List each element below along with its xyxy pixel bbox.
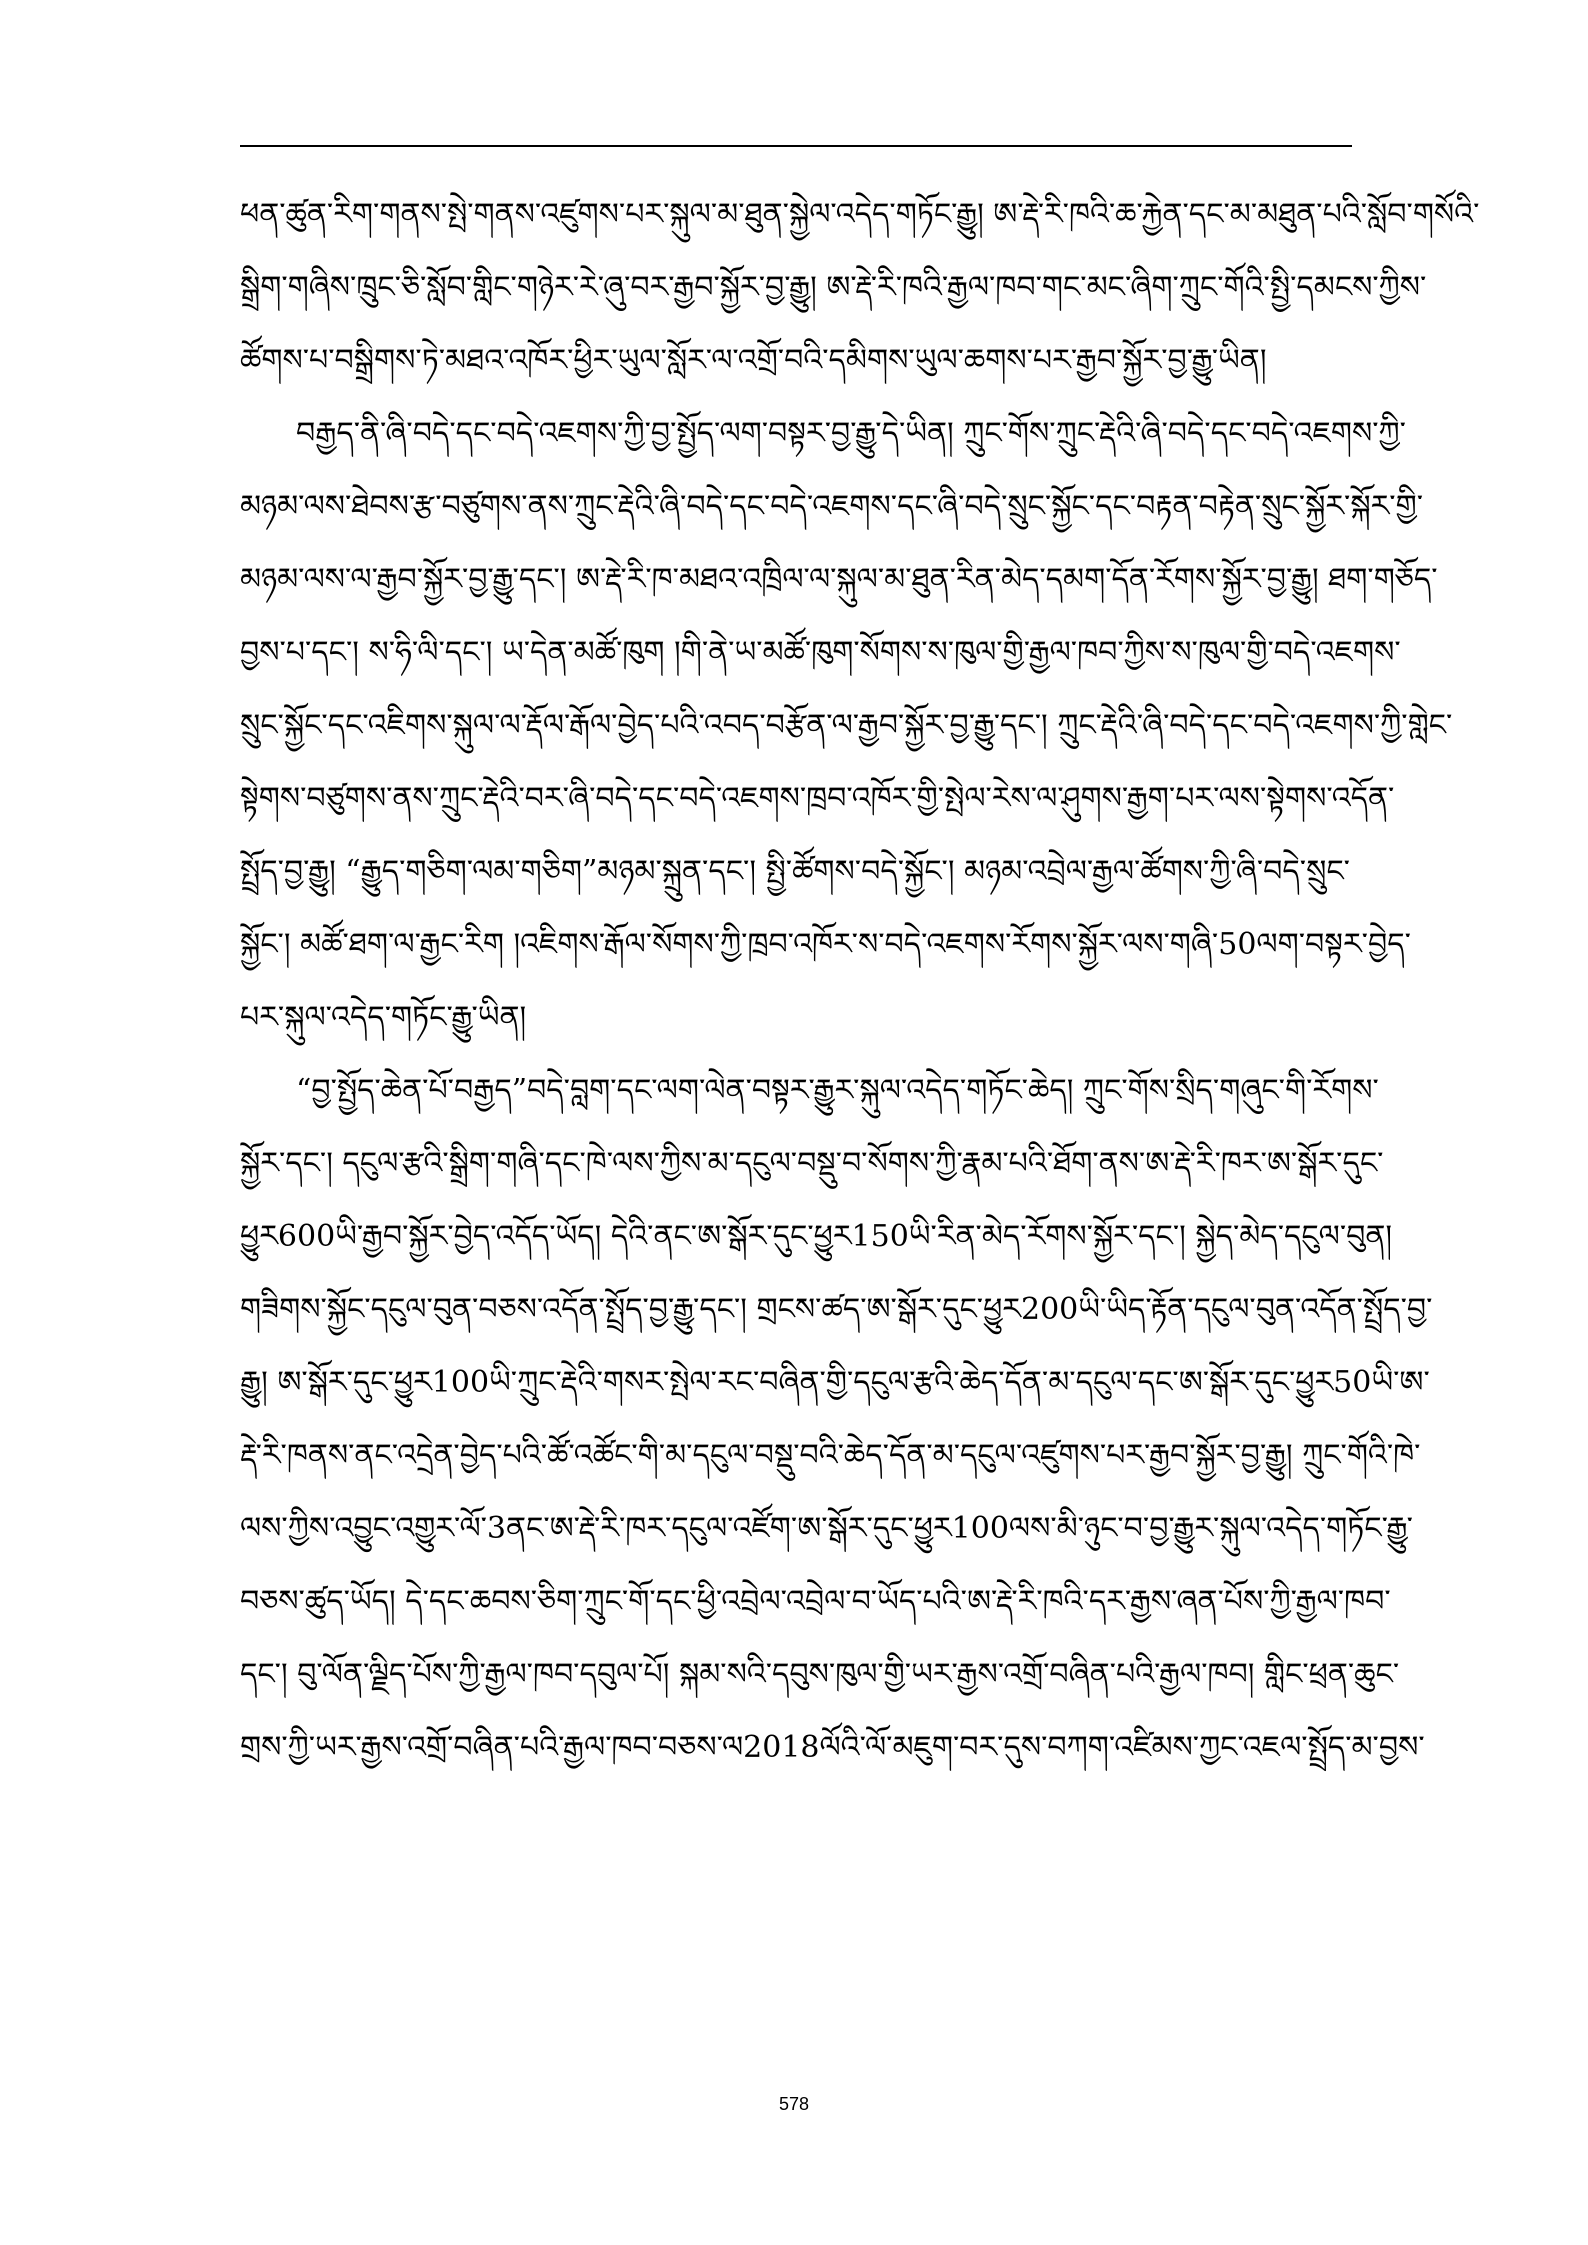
text-line: སྤྲོད་བྱ་རྒྱུ། “རྒྱུད་གཅིག་ལམ་གཅིག”མཉམ་སྐྲུན་དང་། སྤྱི་ཚོགས་བདེ་སྐྱོང་། མཉམ་འབྲེལ་རྒྱལ་ཚོགས་ཀྱི་ཞི་བདེ་སྲུང་ bbox=[240, 854, 1350, 889]
text-line: མཉམ་ལས་ཐེབས་རྩ་བཙུགས་ནས་ཀྲུང་རྡེའི་ཞི་བདེ་དང་བདེ་འཇགས་དང་ཞི་བདེ་སྲུང་སྐྱོང་དང་བརྟན་བརྟེན་སྲུང་སྐྱོར་སྐོར་གྱི་ bbox=[240, 489, 1423, 524]
text-line: དང་། བུ་ལོན་ལྗིད་པོས་ཀྱི་རྒྱལ་ཁབ་དབུལ་པོ། སྐམ་སའི་དབུས་ཁུལ་གྱི་ཡར་རྒྱས་འགྲོ་བཞིན་པའི་རྒྱལ་ཁབ། གླིང་ཕྲན་ཆུང་ bbox=[240, 1657, 1400, 1692]
text-line: སྟེགས་བཙུགས་ནས་ཀྲུང་རྡེའི་བར་ཞི་བདེ་དང་བདེ་འཇགས་ཁྲབ་འཁོར་གྱི་སྤེལ་རེས་ལ་ཤུགས་རྒྱག་པར་ལས་སྟེགས་འདོན་ bbox=[240, 781, 1395, 816]
paragraph-start-line: “བྱ་སྤྱོད་ཆེན་པོ་བརྒྱད”བདེ་བླག་དང་ལག་ལེན་བསྟར་རྒྱུར་སྐུལ་འདེད་གཏོང་ཆེད། ཀྲུང་གོས་སྲིད་གཞུང་གི་རོགས་ bbox=[296, 1073, 1379, 1108]
text-line: ཕན་ཚུན་རིག་གནས་སྤེ་གནས་འཛུགས་པར་སྐུལ་མ་ཐུན་སྐྱེལ་འདེད་གཏོང་རྒྱུ། ཨ་རྡེ་རི་ཁའི་ཆ་རྐྱེན་དང་མ་མཐུན་པའི་སློབ་གསོའི་ bbox=[240, 197, 1480, 232]
text-line: གཟིགས་སྐྱོང་དངུལ་བུན་བཅས་འདོན་སྤྲོད་བྱ་རྒྱུ་དང་། གྲངས་ཚད་ཨ་སྒོར་དུང་ཕྱུར200ཡི་ཡིད་རྟོན་དངུལ་བུན་འདོན་སྤྲོད་བྱ་ bbox=[240, 1292, 1433, 1327]
text-line: ཕྱུར600ཡི་རྒྱབ་སྐྱོར་བྱེད་འདོད་ཡོད། དེའི་ནང་ཨ་སྒོར་དུང་ཕྱུར150ཡི་རིན་མེད་རོགས་སྐྱོར་དང་། སྐྱེད་མེད་དངུལ་བུན། bbox=[240, 1219, 1393, 1254]
text-line: ཚོགས་པ་བསྒྲིགས་ཏེ་མཐའ་འཁོར་ཕྱིར་ཡུལ་སློར་ལ་འགྲོ་བའི་དམིགས་ཡུལ་ཆགས་པར་རྒྱབ་སྐྱོར་བྱ་རྒྱུ་ཡིན། bbox=[240, 343, 1267, 378]
text-line: སྲུང་སྐྱོང་དང་འཇིགས་སྐུལ་ལ་རྡོལ་རྒོལ་བྱེད་པའི་འབད་བརྩོན་ལ་རྒྱབ་སྐྱོར་བྱ་རྒྱུ་དང་། ཀྲུང་རྡེའི་ཞི་བདེ་དང་བདེ་འཇགས་ཀྱི་གླེང་ bbox=[240, 708, 1453, 743]
text-line: རྡེ་རི་ཁནས་ནང་འདྲེན་བྱེད་པའི་ཚོ་འཚོང་གི་མ་དངུལ་བསྡུ་བའི་ཆེད་དོན་མ་དངུལ་འཛུགས་པར་རྒྱབ་སྐྱོར་བྱ་རྒྱུ། ཀྲུང་གོའི་ཁེ་ bbox=[240, 1438, 1421, 1473]
text-line: པར་སྐུལ་འདེད་གཏོང་རྒྱུ་ཡིན། bbox=[240, 1000, 527, 1035]
text-line: བཅས་ཚུད་ཡོད། དེ་དང་ཆབས་ཅིག་ཀྲུང་གོ་དང་ཕྱི་འབྲེལ་འབྲེལ་བ་ཡོད་པའི་ཨ་རྡེ་རི་ཁའི་དར་རྒྱས་ཞན་པོས་ཀྱི་རྒྱལ་ཁབ་ bbox=[240, 1584, 1391, 1619]
document-body bbox=[240, 178, 1480, 1784]
text-line: གྲས་ཀྱི་ཡར་རྒྱས་འགྲོ་བཞིན་པའི་རྒྱལ་ཁབ་བཅས་ལ2018ལོའི་ལོ་མཇུག་བར་དུས་བཀག་འཛིམས་ཀྱང་འཇལ་སྤྲོད་མ་བྱས་ bbox=[240, 1730, 1425, 1765]
text-line: བྱས་པ་དང་། ས་ཧི་ལི་དང་། ཡ་དེན་མཚོ་ཁུག །གི་ནེ་ཡ་མཚོ་ཁུག་སོགས་ས་ཁུལ་གྱི་རྒྱལ་ཁབ་ཀྱིས་ས་ཁུལ་གྱི་བདེ་འཇགས་ bbox=[240, 635, 1401, 670]
page-number: 578 bbox=[778, 2094, 810, 2114]
text-line: སྐྱོར་དང་། དངུལ་རྩའི་སྒྲིག་གཞི་དང་ཁེ་ལས་ཀྱིས་མ་དངུལ་བསྡུ་བ་སོགས་ཀྱི་རྣམ་པའི་ཐོག་ནས་ཨ་རྡེ་རི་ཁར་ཨ་སྒོར་དུང་ bbox=[240, 1146, 1384, 1181]
header-rule bbox=[240, 145, 1352, 147]
text-line: སྒྲིག་གཞིས་ཁྲུང་ཅི་སློབ་གླིང་གཉེར་རེ་ཞུ་བར་རྒྱབ་སྐྱོར་བྱ་རྒྱུ། ཨ་རྡེ་རི་ཁའི་རྒྱལ་ཁབ་གང་མང་ཞིག་ཀྲུང་གོའི་སྤྱི་དམངས་ཀྱིས་ bbox=[240, 270, 1427, 305]
text-line: རྒྱུ། ཨ་སྒོར་དུང་ཕྱུར100ཡི་ཀྲུང་རྡེའི་གསར་སྤེལ་རང་བཞིན་གྱི་དངུལ་རྩའི་ཆེད་དོན་མ་དངུལ་དང་ཨ་སྒོར་དུང་ཕྱུར50ཡི་ཨ་ bbox=[240, 1365, 1430, 1400]
paragraph-start-line: བརྒྱད་ནི་ཞི་བདེ་དང་བདེ་འཇགས་ཀྱི་བྱ་སྤྱོད་ལག་བསྟར་བྱ་རྒྱུ་དེ་ཡིན། ཀྲུང་གོས་ཀྲུང་རྡེའི་ཞི་བདེ་དང་བདེ་འཇགས་ཀྱི་ bbox=[296, 416, 1406, 451]
text-line: སྐྱོང་། མཚོ་ཐག་ལ་རྒྱང་རིག །འཇིགས་རྒོལ་སོགས་ཀྱི་ཁྲབ་འཁོར་ས་བདེ་འཇགས་རོགས་སྐྱོར་ལས་གཞི་50ལག་བསྟར་བྱེད་ bbox=[240, 927, 1411, 962]
text-line: མཉམ་ལས་ལ་རྒྱབ་སྐྱོར་བྱ་རྒྱུ་དང་། ཨ་རྡེ་རི་ཁ་མཐའ་འཁྲིལ་ལ་སྐུལ་མ་ཐུན་རིན་མེད་དམག་དོན་རོགས་སྐྱོར་བྱ་རྒྱུ། ཐག་གཅོད་ bbox=[240, 562, 1438, 597]
text-line: ལས་ཀྱིས་འབྱུང་འགྱུར་ལོ་3ནང་ཨ་རྡེ་རི་ཁར་དངུལ་འཛོག་ཨ་སྒོར་དུང་ཕྱུར100ལས་མི་ཉུང་བ་བྱ་རྒྱུར་སྐུལ་འདེད་གཏོང་རྒྱུ་ bbox=[240, 1511, 1413, 1546]
